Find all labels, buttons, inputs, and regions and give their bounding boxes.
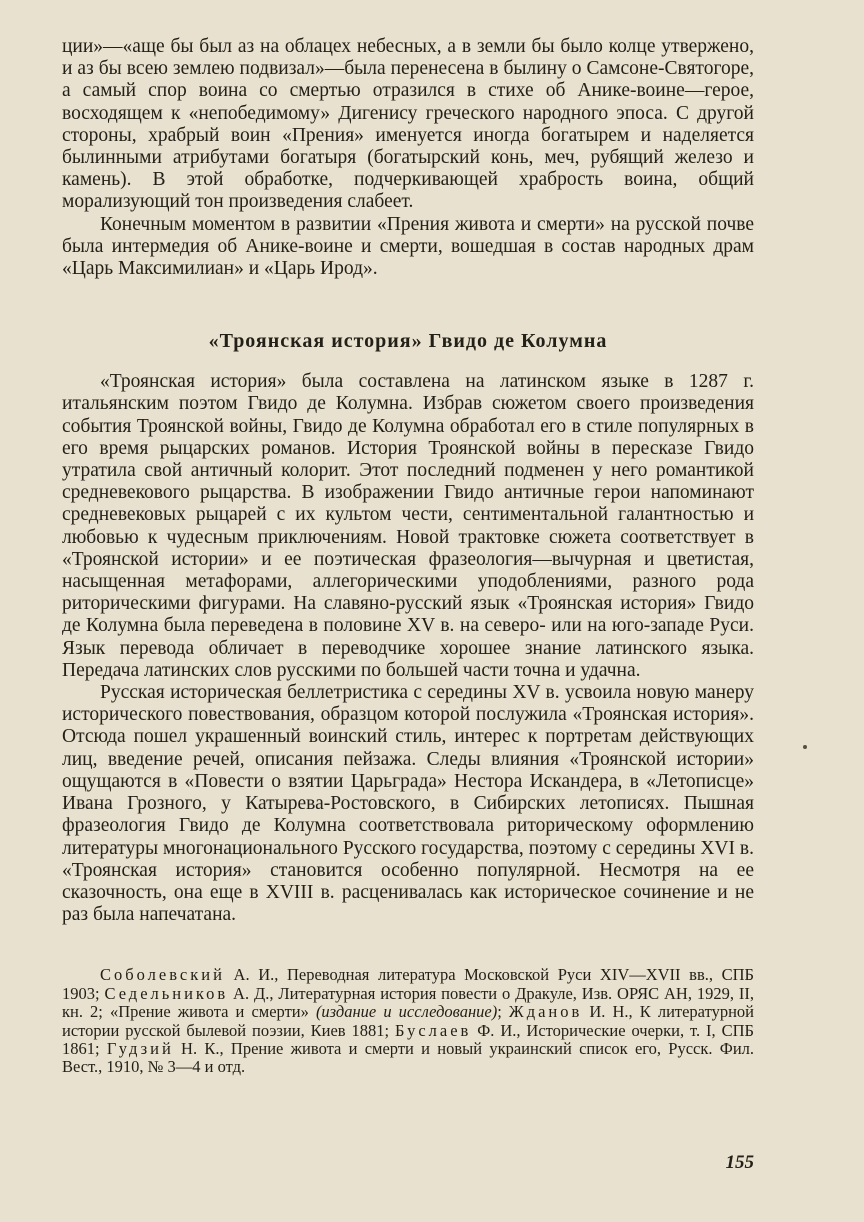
bib-author: Соболевский <box>100 965 225 985</box>
bib-italic-note: (издание и исследование) <box>315 1002 498 1022</box>
bib-separator: ; <box>497 1002 509 1022</box>
bib-entry: А. И., Переводная литература Московской Руси XIV—XVII вв., СПБ 1903; <box>62 965 754 1003</box>
bib-author: Жданов <box>508 1002 583 1022</box>
bib-entry: И. Н., К литературной истории русской былевой поэзии, Киев 1881; <box>62 1002 754 1040</box>
paragraph-russian-belletristics: Русская историческая беллетристика с середины XV в. усвоила новую манеру исторического повествования, образцом которой послужила «Троянская история». Отсюда пошел украшенный воинский стиль, интерес к портретам действующих лиц, введение речей, описания пейзажа. Следы влияния «Троянской истории» ощущаются в «Повести о взятии Царьграда» Нестора Искандера, в «Летописце» Ивана Грозного, у Катырева-Ростовского, в Сибирских летописях. Пышная фразеология Гвидо де Колумна соответствовала риторическому оформлению литературы многонационального Русского государства, поэтому с середины XVI в. «Троянская история» становится особенно популярной. Несмотря на ее сказочность, она еще в XVIII в. расценивалась как историческое сочинение и не раз была напечатана. <box>62 682 754 926</box>
paragraph-continuation: ции»—«аще бы был аз на облацех небесных, а в земли бы было колце утвержено, и аз бы всею землею подвизал»—была перенесена в былину о Самсоне-Святогоре, а самый спор воина со смертью отразился в стихе об Анике-воине—герое, восходящем к «непобедимому» Дигенису греческого народного эпоса. С другой стороны, храбрый воин «Прения» именуется иногда богатырем и наделяется былинными атрибутами богатыря (богатырский конь, меч, рубящий железо и камень). В этой обработке, подчеркивающей храбрость воина, общий морализующий тон произведения слабеет. <box>62 36 754 213</box>
bib-entry: А. Д., Литературная история повести о Дракуле, Изв. ОРЯС АН, 1929, II, кн. 2; «Прение живота и смерти» <box>62 983 754 1022</box>
paper-speck <box>803 745 807 749</box>
bib-entry: Ф. И., Исторические очерки, т. I, СПБ 1861; <box>62 1020 754 1058</box>
paragraph-troy-history: «Троянская история» была составлена на латинском языке в 1287 г. итальянским поэтом Гвидо де Колумна. Избрав сюжетом своего произведения события Троянской войны, Гвидо де Колумна обработал его в стиле популярных в его время рыцарских романов. История Троянской войны в пересказе Гвидо утратила свой античный колорит. Этот последний подменен у него романтикой средневекового рыцарства. В изображении Гвидо античные герои напоминают средневековых рыцарей с их культом чести, сентиментальной галантностью и любовью к чудесным приключениям. Новой трактовке сюжета соответствует в «Троянской истории» и ее поэтическая фразеология—вычурная и цветистая, насыщенная метафорами, аллегорическими уподоблениями, разного рода риторическими фигурами. На славяно-русский язык «Троянская история» Гвидо де Колумна была переведена в половине XV в. на северо- или на юго-западе Руси. Язык перевода обличает в переводчике хорошее знание латинского языка. Передача латинских слов русскими по большей части точна и удачна. <box>62 371 754 681</box>
bib-author: Гудзий <box>106 1038 174 1058</box>
bib-entry: Н. К., Прение живота и смерти и новый украинский список его, Русск. Фил. Вест., 1910, № 3—4 и отд. <box>62 1038 755 1077</box>
bibliography <box>62 966 754 1076</box>
section-title: «Троянская история» Гвидо де Колумна <box>208 330 608 353</box>
paragraph-intermedia: Конечным моментом в развитии «Прения живота и смерти» на русской почве была интермедия об Анике-воине и смерти, вошедшая в состав народных драм «Царь Максимилиан» и «Царь Ирод». <box>62 213 754 280</box>
page-number: 155 <box>725 1152 754 1173</box>
bib-author: Седельников <box>104 983 229 1003</box>
bib-author: Буслаев <box>395 1020 472 1040</box>
